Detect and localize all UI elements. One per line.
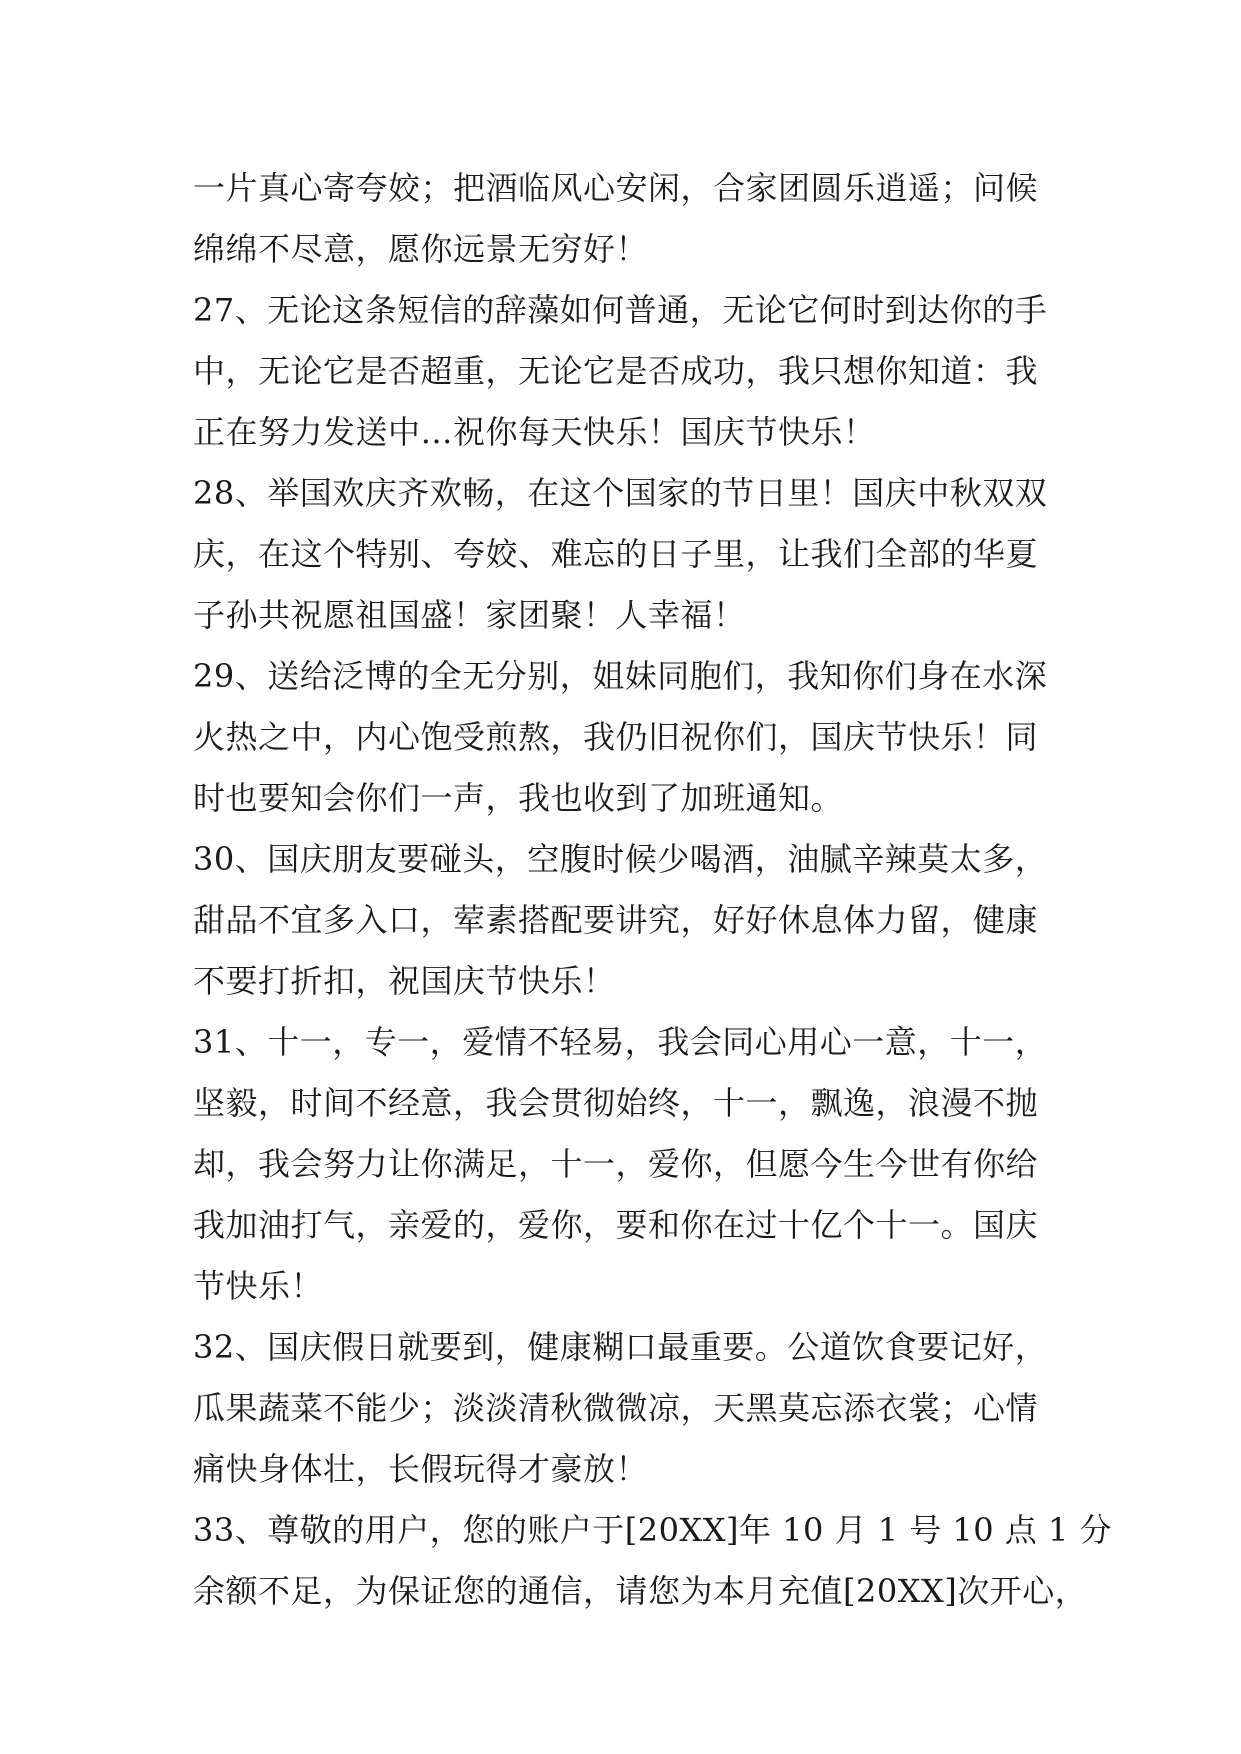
text-line: 不要打折扣，祝国庆节快乐！ [193,962,616,1000]
text-line: 余额不足，为保证您的通信，请您为本月充值[20XX]次开心， [193,1572,1088,1610]
text-line: 绵绵不尽意，愿你远景无穷好！ [193,230,649,268]
text-line: 却，我会努力让你满足，十一，爱你，但愿今生今世有你给 [193,1145,1039,1183]
text-line: 痛快身体壮，长假玩得才豪放！ [193,1450,649,1488]
text-line: 火热之中，内心饱受煎熬，我仍旧祝你们，国庆节快乐！同 [193,718,1039,756]
body-text [193,158,1113,1622]
text-line: 31、十一，专一，爱情不轻易，我会同心用心一意，十一， [193,1023,1048,1061]
text-line: 子孙共祝愿祖国盛！家团聚！人幸福！ [193,596,746,634]
text-line: 节快乐！ [193,1267,324,1305]
text-line: 瓜果蔬菜不能少；淡淡清秋微微凉，天黑莫忘添衣裳；心情 [193,1389,1039,1427]
text-line: 我加油打气，亲爱的，爱你，要和你在过十亿个十一。国庆 [193,1206,1039,1244]
text-line: 27、无论这条短信的辞藻如何普通，无论它何时到达你的手 [193,291,1048,329]
text-line: 28、举国欢庆齐欢畅，在这个国家的节日里！国庆中秋双双 [193,474,1048,512]
text-line: 坚毅，时间不经意，我会贯彻始终，十一，飘逸，浪漫不抛 [193,1084,1039,1122]
text-line: 30、国庆朋友要碰头，空腹时候少喝酒，油腻辛辣莫太多， [193,840,1048,878]
text-line: 中，无论它是否超重，无论它是否成功，我只想你知道：我 [193,352,1039,390]
text-line: 正在努力发送中…祝你每天快乐！国庆节快乐！ [193,413,876,451]
text-line: 一片真心寄夸姣；把酒临风心安闲，合家团圆乐逍遥；问候 [193,169,1039,207]
text-line: 33、尊敬的用户，您的账户于[20XX]年 10 月 1 号 10 点 1 分 [193,1511,1113,1549]
text-line: 甜品不宜多入口，荤素搭配要讲究，好好休息体力留，健康 [193,901,1039,939]
text-line: 时也要知会你们一声，我也收到了加班通知。 [193,779,844,817]
text-line: 32、国庆假日就要到，健康糊口最重要。公道饮食要记好， [193,1328,1048,1366]
text-line: 29、送给泛博的全无分别，姐妹同胞们，我知你们身在水深 [193,657,1048,695]
text-line: 庆，在这个特别、夸姣、难忘的日子里，让我们全部的华夏 [193,535,1039,573]
